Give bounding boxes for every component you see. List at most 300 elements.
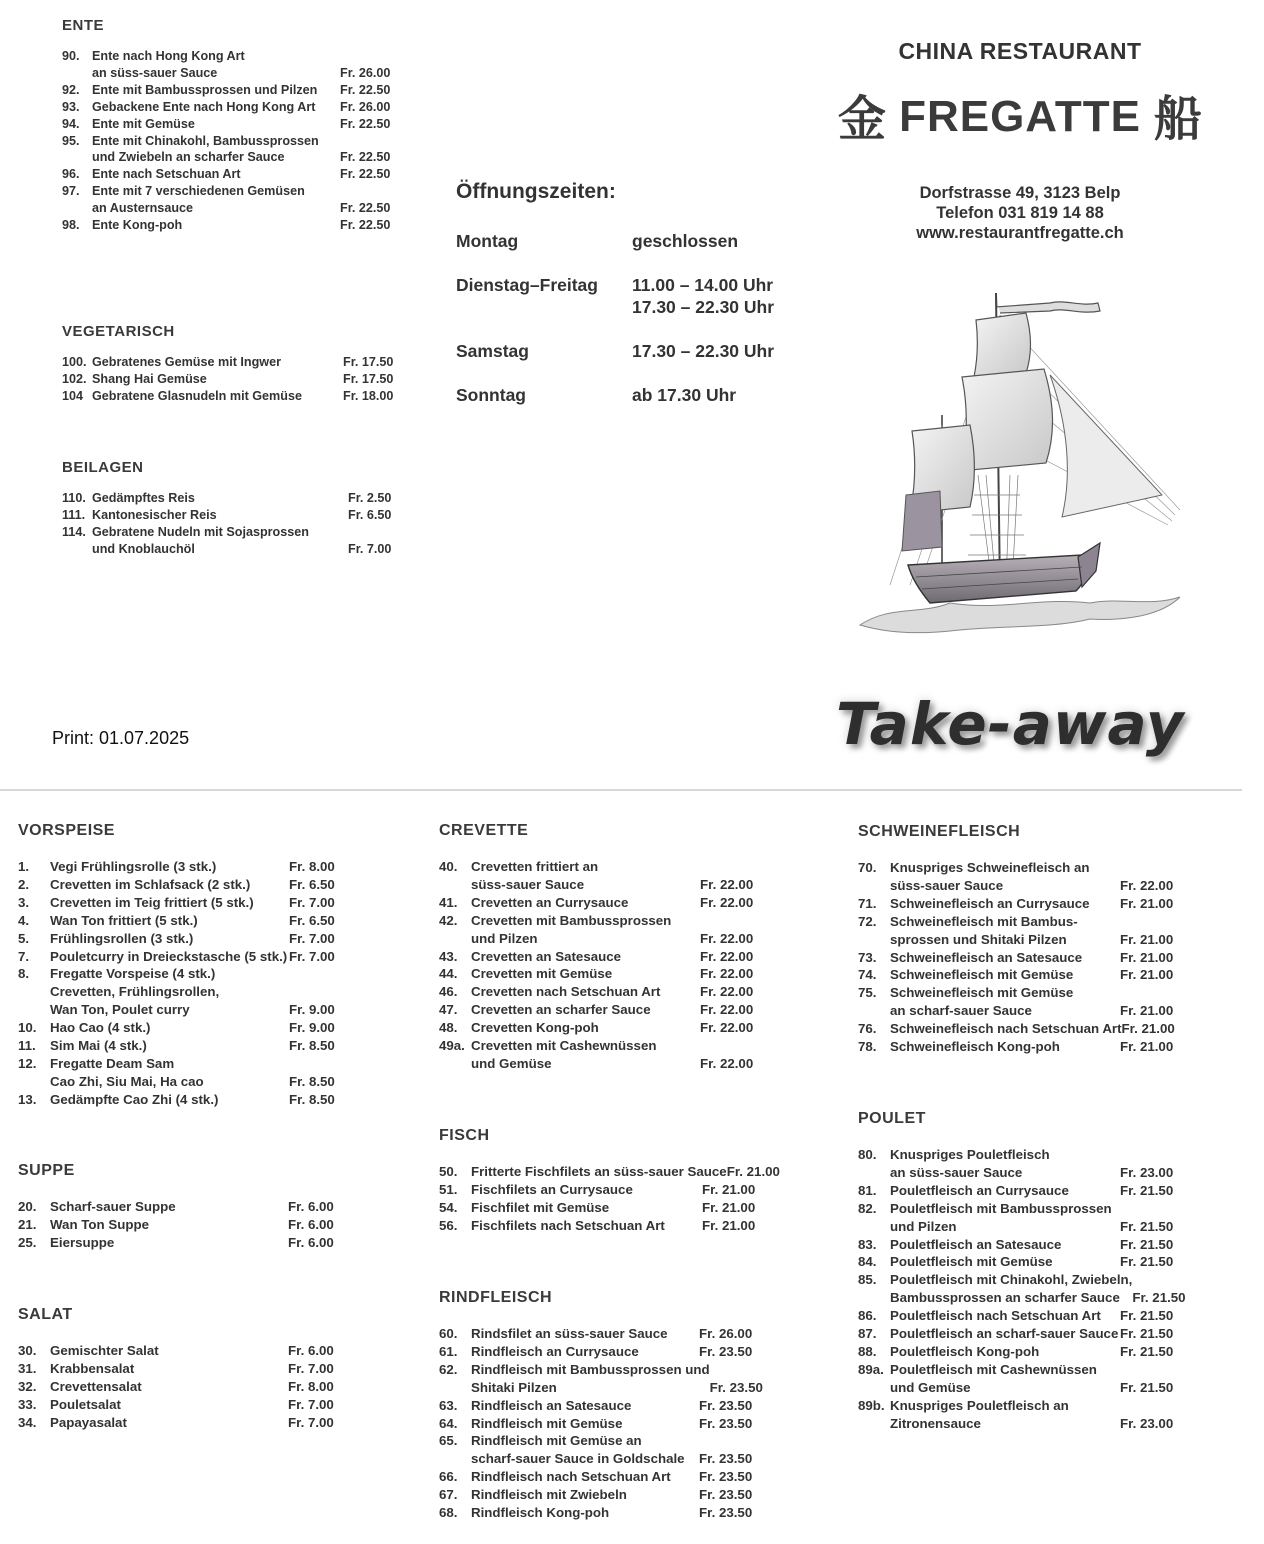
menu-item-number: 72. [858, 913, 877, 929]
menu-item-line: Ente nach Hong Kong Art [92, 49, 245, 63]
menu-item-price: Fr. 22.50 [340, 116, 391, 131]
opening-time: 17.30 – 22.30 Uhr [632, 341, 775, 361]
menu-item-description [890, 1038, 1120, 1056]
menu-item-description [471, 1415, 699, 1433]
menu-item-line: Pouletfleisch mit Cashewnüssen [890, 1361, 1097, 1377]
menu-item-description [890, 859, 1120, 895]
menu-item-price: Fr. 22.00 [700, 876, 754, 892]
menu-item-description [50, 1198, 288, 1216]
menu-item-line: und Knoblauchöl [92, 541, 195, 556]
menu-item-line: Ente nach Setschuan Art [92, 167, 241, 182]
menu-item [18, 912, 378, 930]
menu-item-price: Fr. 7.00 [288, 1414, 334, 1430]
menu-item-number: 5. [18, 930, 30, 946]
menu-item-price: Fr. 22.50 [340, 82, 391, 97]
menu-item-description [471, 1468, 699, 1486]
menu-item-line: Fritterte Fischfilets an süss-sauer Sauce [471, 1164, 727, 1179]
menu-item-number: 11. [18, 1038, 36, 1054]
menu-item-number: 12. [18, 1055, 37, 1071]
menu-item-number: 97. [62, 184, 80, 199]
menu-item-price: Fr. 22.00 [700, 1055, 754, 1071]
menu-item [439, 894, 799, 912]
menu-item-line: Schweinefleisch an Satesauce [890, 949, 1083, 965]
menu-item-number: 86. [858, 1308, 877, 1324]
opening-hours-title: Öffnungszeiten: [456, 180, 616, 203]
menu-item-line: Vegi Frühlingsrolle (3 stk.) [50, 859, 217, 874]
menu-item-price: Fr. 21.50 [1120, 1326, 1174, 1342]
menu-item-description [890, 1200, 1120, 1236]
section-poulet [858, 1110, 1228, 1433]
gold-character-icon [833, 91, 891, 143]
menu-item-price: Fr. 23.00 [1120, 1164, 1174, 1180]
ship-water [860, 597, 1180, 633]
menu-item-price: Fr. 22.00 [700, 1002, 754, 1018]
menu-item-line: Pouletfleisch an Satesauce [890, 1236, 1062, 1252]
menu-item-price: Fr. 22.50 [340, 201, 391, 216]
menu-item-line: Crevetten an Currysauce [471, 894, 629, 910]
menu-item-price: Fr. 23.50 [699, 1397, 753, 1413]
menu-item-number: 95. [62, 133, 80, 148]
menu-item [62, 371, 402, 388]
menu-item-line: Wan Ton frittiert (5 stk.) [50, 912, 198, 928]
menu-item-number: 84. [858, 1254, 877, 1270]
menu-item-price: Fr. 21.00 [1120, 967, 1174, 983]
opening-hours-row [456, 340, 836, 362]
menu-item [439, 1504, 799, 1522]
menu-item-number: 90. [62, 49, 80, 63]
menu-item [62, 183, 402, 217]
opening-times [632, 274, 774, 318]
menu-item-number: 7. [18, 948, 30, 964]
menu-item-price: Fr. 21.50 [1120, 1343, 1174, 1359]
menu-item-line: Gemischter Salat [50, 1343, 159, 1358]
menu-item-line: Hao Cao (4 stk.) [50, 1020, 151, 1036]
menu-item-price: Fr. 7.00 [289, 930, 335, 946]
menu-item-description [50, 965, 289, 1019]
menu-item [439, 948, 799, 966]
ship-sail-jib [1050, 375, 1162, 517]
menu-item [18, 858, 378, 876]
menu-item-line: Pouletfleisch an Currysauce [890, 1182, 1069, 1198]
menu-item [62, 116, 402, 133]
menu-item-number: 76. [858, 1021, 877, 1037]
menu-item-number: 83. [858, 1236, 877, 1252]
menu-item-price: Fr. 23.50 [699, 1343, 753, 1359]
restaurant-logo [830, 91, 1210, 143]
menu-item-number: 89a. [858, 1361, 884, 1377]
menu-item-number: 73. [858, 949, 877, 965]
menu-item-line: Gedämpftes Reis [92, 491, 195, 505]
section-beilagen [62, 459, 402, 558]
menu-item-line: Fischfilets nach Setschuan Art [471, 1217, 665, 1233]
ship-sail-top [974, 313, 1031, 377]
menu-item-line: Gebratene Glasnudeln mit Gemüse [92, 388, 302, 403]
item-list [62, 490, 402, 558]
menu-item-description [92, 371, 343, 388]
menu-item-price: Fr. 21.00 [1120, 1039, 1174, 1055]
menu-item-price: Fr. 23.50 [699, 1505, 753, 1521]
menu-item-description [92, 48, 340, 82]
item-list [858, 859, 1228, 1056]
menu-item-description [471, 894, 700, 912]
menu-item-line: Crevetten im Teig frittiert (5 stk.) [50, 894, 254, 910]
menu-item-price: Fr. 22.00 [700, 966, 754, 982]
menu-item-price: Fr. 7.00 [288, 1360, 334, 1376]
menu-item-price: Fr. 17.50 [343, 355, 394, 369]
menu-item-line: Gebratene Nudeln mit Sojasprossen [92, 524, 309, 539]
menu-item-description [50, 1360, 288, 1378]
menu-item-price: Fr. 22.00 [1120, 877, 1174, 893]
menu-item-description [50, 1216, 288, 1234]
item-list [18, 858, 378, 1109]
menu-item-number: 67. [439, 1487, 458, 1503]
menu-item-number: 2. [18, 876, 30, 892]
print-date: Print: 01.07.2025 [52, 728, 190, 748]
menu-item [18, 1019, 378, 1037]
menu-item [439, 1037, 799, 1073]
menu-item [858, 1146, 1228, 1182]
menu-item-price: Fr. 6.50 [348, 507, 392, 522]
menu-item-number: 46. [439, 984, 458, 1000]
menu-item-line: Fregatte Vorspeise (4 stk.) [50, 966, 216, 982]
ship-bow [1078, 543, 1100, 587]
menu-item-description [50, 1414, 288, 1432]
menu-item [858, 895, 1228, 913]
menu-item [18, 876, 378, 894]
menu-item-line: Crevettensalat [50, 1378, 142, 1394]
menu-item-line: Eiersuppe [50, 1234, 115, 1250]
menu-item-description [471, 1343, 699, 1361]
menu-item-price: Fr. 8.50 [289, 1038, 335, 1054]
menu-item-description [50, 876, 289, 894]
menu-item-number: 94. [62, 116, 80, 131]
menu-item-number: 65. [439, 1433, 458, 1449]
menu-item-line: an süss-sauer Sauce [92, 65, 218, 80]
menu-item [439, 1199, 799, 1217]
menu-item [18, 1396, 378, 1414]
section-title: VEGETARISCH [62, 323, 175, 340]
menu-item-price: Fr. 23.50 [699, 1415, 753, 1431]
menu-item-description [890, 895, 1120, 913]
menu-item-description [92, 166, 340, 183]
menu-item [858, 1236, 1228, 1254]
opening-hours-row [456, 384, 836, 406]
menu-item-description [92, 354, 343, 371]
menu-item [18, 1414, 378, 1432]
menu-item [858, 1271, 1228, 1307]
menu-item-description [92, 507, 348, 524]
menu-item-number: 25. [18, 1234, 37, 1250]
item-list [18, 1198, 378, 1252]
menu-item-number: 20. [18, 1199, 37, 1214]
menu-item [62, 217, 402, 234]
menu-item [62, 166, 402, 183]
menu-item-description [50, 858, 289, 876]
menu-item [18, 1055, 378, 1091]
menu-item-number: 60. [439, 1326, 458, 1341]
menu-item-line: an scharf-sauer Sauce [890, 1003, 1032, 1019]
menu-item-price: Fr. 21.00 [702, 1217, 756, 1233]
opening-day: Samstag [456, 341, 529, 361]
menu-item-line: Shitaki Pilzen [471, 1379, 557, 1395]
menu-item-description [890, 1182, 1120, 1200]
menu-item-price: Fr. 23.50 [699, 1451, 753, 1467]
menu-item-number: 63. [439, 1397, 458, 1413]
menu-item [18, 1091, 378, 1109]
menu-item [18, 1198, 378, 1216]
menu-item-line: Bambussprossen an scharfer Sauce [890, 1290, 1120, 1306]
phone: Telefon 031 819 14 88 [936, 204, 1104, 222]
menu-item [18, 1360, 378, 1378]
menu-item [858, 1182, 1228, 1200]
section-schweinefleisch [858, 823, 1228, 1056]
menu-item-number: 87. [858, 1326, 877, 1342]
menu-item-description [890, 1253, 1120, 1271]
menu-item [439, 1163, 799, 1181]
menu-item-description [471, 1432, 699, 1468]
menu-item-description [50, 1019, 289, 1037]
menu-item-number: 100. [62, 355, 87, 369]
menu-item-line: Pouletfleisch mit Bambussprossen [890, 1200, 1112, 1216]
item-list [439, 1325, 799, 1522]
menu-item-description [890, 1361, 1120, 1397]
menu-item-description [471, 1397, 699, 1415]
menu-item [439, 1432, 799, 1468]
menu-item-line: und Zwiebeln an scharfer Sauce [92, 150, 285, 165]
menu-item-line: Knuspriges Pouletfleisch [890, 1147, 1050, 1162]
menu-item [439, 983, 799, 1001]
menu-item-description [471, 965, 700, 983]
menu-item-number: 78. [858, 1039, 877, 1055]
menu-item-number: 85. [858, 1272, 877, 1288]
ship-sail-mizzen [902, 491, 942, 551]
menu-item [18, 948, 378, 966]
menu-item [439, 912, 799, 948]
menu-item-number: 93. [62, 99, 80, 114]
menu-item-description [92, 524, 348, 558]
menu-item-line: Pouletfleisch mit Chinakohl, Zwiebeln, [890, 1272, 1133, 1288]
menu-item-description [471, 1019, 700, 1037]
menu-item-line: Pouletfleisch an scharf-sauer Sauce [890, 1326, 1119, 1342]
menu-item-price: Fr. 23.00 [1120, 1415, 1174, 1431]
menu-item [62, 490, 402, 507]
menu-item-line: Ente mit Chinakohl, Bambussprossen [92, 133, 319, 148]
opening-times [632, 384, 736, 406]
opening-hours-rows [456, 230, 836, 406]
menu-item-number: 68. [439, 1505, 458, 1521]
menu-item-line: Rindfleisch an Currysauce [471, 1343, 639, 1359]
menu-item-line: Gebratenes Gemüse mit Ingwer [92, 355, 281, 369]
page-fold-divider [0, 789, 1242, 791]
menu-item [18, 930, 378, 948]
menu-item-number: 21. [18, 1216, 37, 1232]
menu-item-number: 66. [439, 1469, 458, 1485]
menu-item-price: Fr. 9.00 [289, 1020, 335, 1036]
menu-item-number: 4. [18, 912, 30, 928]
menu-item-price: Fr. 21.00 [726, 1164, 780, 1179]
website-link[interactable]: www.restaurantfregatte.ch [916, 224, 1124, 242]
opening-times [632, 230, 738, 252]
menu-item-price: Fr. 23.50 [699, 1469, 753, 1485]
menu-item-line: Schweinefleisch an Currysauce [890, 895, 1090, 911]
opening-hours-row [456, 274, 836, 318]
menu-item-line: süss-sauer Sauce [890, 877, 1004, 893]
menu-item-price: Fr. 7.00 [348, 541, 392, 556]
menu-item [858, 1343, 1228, 1361]
menu-item-description [92, 183, 340, 217]
menu-item-price: Fr. 6.00 [288, 1216, 334, 1232]
menu-item-price: Fr. 21.50 [1120, 1182, 1174, 1198]
opening-hours-row [456, 230, 836, 252]
menu-item-line: Rindfleisch mit Bambussprossen und [471, 1361, 710, 1377]
section-title: FISCH [439, 1127, 490, 1144]
menu-item [858, 1361, 1228, 1397]
menu-item [62, 388, 402, 405]
menu-item-line: Ente Kong-poh [92, 218, 183, 233]
menu-item-description [92, 490, 348, 507]
menu-item [439, 1019, 799, 1037]
opening-day: Dienstag–Freitag [456, 275, 598, 295]
menu-item-number: 88. [858, 1343, 877, 1359]
menu-item [62, 524, 402, 558]
menu-item-description [50, 930, 289, 948]
menu-item-line: Fischfilet mit Gemüse [471, 1199, 610, 1215]
section-suppe [18, 1162, 378, 1252]
menu-item-price: Fr. 21.00 [1121, 1021, 1175, 1037]
menu-item-number: 49a. [439, 1038, 465, 1054]
menu-item-line: Kantonesischer Reis [92, 507, 217, 522]
menu-item-price: Fr. 26.00 [340, 65, 391, 80]
menu-item-price: Fr. 8.00 [289, 859, 335, 874]
menu-item-line: an Austernsauce [92, 201, 194, 216]
menu-item-number: 82. [858, 1200, 877, 1216]
section-fisch [439, 1127, 799, 1235]
menu-item [858, 949, 1228, 967]
menu-item-line: Wan Ton Suppe [50, 1216, 149, 1232]
menu-item-line: Pouletfleisch nach Setschuan Art [890, 1308, 1101, 1324]
menu-item-description [471, 1486, 699, 1504]
menu-item-number: 41. [439, 894, 458, 910]
menu-item-number: 1. [18, 859, 30, 874]
menu-item-price: Fr. 22.50 [340, 218, 391, 233]
menu-item-description [92, 133, 340, 167]
menu-item-description [890, 913, 1120, 949]
menu-item-number: 44. [439, 966, 458, 982]
menu-item-line: Schweinefleisch mit Gemüse [890, 967, 1074, 983]
menu-item-line: Rindfleisch nach Setschuan Art [471, 1469, 671, 1485]
menu-item-number: 34. [18, 1414, 37, 1430]
menu-item-number: 31. [18, 1360, 37, 1376]
takeaway-text: Take-away [836, 690, 1185, 758]
menu-item-number: 10. [18, 1020, 37, 1036]
menu-item-number: 54. [439, 1199, 458, 1215]
menu-item [858, 1325, 1228, 1343]
section-title: BEILAGEN [62, 459, 144, 476]
menu-item-line: Wan Ton, Poulet curry [50, 1002, 190, 1018]
menu-item-line: Crevetten nach Setschuan Art [471, 984, 661, 1000]
item-list [62, 48, 402, 234]
menu-item-description [50, 1037, 289, 1055]
menu-item-line: Sim Mai (4 stk.) [50, 1038, 147, 1054]
menu-item [439, 1181, 799, 1199]
menu-item-number: 98. [62, 218, 80, 233]
menu-item [62, 354, 402, 371]
restaurant-brand [830, 38, 1210, 243]
menu-item [858, 913, 1228, 949]
ship-character-glyph: 船 [1153, 91, 1202, 143]
menu-item [439, 1415, 799, 1433]
menu-item-line: und Pilzen [471, 930, 538, 946]
menu-item-line: sprossen und Shitaki Pilzen [890, 931, 1067, 947]
menu-item-number: 111. [62, 507, 86, 522]
menu-item-description [890, 1271, 1132, 1307]
opening-time: ab 17.30 Uhr [632, 385, 737, 405]
opening-hours [456, 180, 836, 428]
menu-item-description [890, 966, 1120, 984]
menu-item-number: 89b. [858, 1397, 885, 1413]
menu-item-price: Fr. 8.50 [289, 1073, 335, 1089]
menu-item-number: 13. [18, 1091, 37, 1107]
menu-item-number: 42. [439, 912, 458, 928]
menu-item [18, 1037, 378, 1055]
menu-item-price: Fr. 17.50 [343, 371, 394, 386]
ship-flag [996, 293, 1100, 313]
menu-item-line: Schweinefleisch mit Bambus- [890, 913, 1078, 929]
menu-item [18, 1342, 378, 1360]
menu-item-line: Schweinefleisch Kong-poh [890, 1039, 1060, 1055]
menu-item-line: Rindfleisch mit Gemüse [471, 1415, 623, 1431]
section-crevette [439, 822, 799, 1073]
menu-item [18, 1216, 378, 1234]
menu-item-price: Fr. 22.50 [340, 150, 391, 165]
menu-item-price: Fr. 21.00 [1120, 895, 1174, 911]
menu-item [439, 1397, 799, 1415]
section-title: RINDFLEISCH [439, 1289, 553, 1306]
menu-item-line: Crevetten Kong-poh [471, 1020, 599, 1036]
menu-item-number: 92. [62, 82, 80, 97]
menu-item-price: Fr. 6.00 [288, 1199, 334, 1214]
menu-item-description [50, 912, 289, 930]
menu-item [439, 858, 799, 894]
item-list [62, 354, 402, 405]
menu-item-number: 74. [858, 967, 877, 983]
opening-day: Montag [456, 231, 519, 251]
menu-item-line: Crevetten frittiert an [471, 859, 599, 874]
menu-item [439, 965, 799, 983]
menu-item-number: 30. [18, 1343, 37, 1358]
section-vorspeise [18, 822, 378, 1109]
menu-item-line: Schweinefleisch mit Gemüse [890, 985, 1074, 1001]
menu-item [439, 1343, 799, 1361]
menu-item-line: Fregatte Deam Sam [50, 1055, 175, 1071]
menu-item-description [50, 1378, 288, 1396]
menu-item-line: Ente mit Gemüse [92, 116, 195, 131]
menu-item [439, 1001, 799, 1019]
menu-item-description [890, 1343, 1120, 1361]
section-title: VORSPEISE [18, 822, 115, 839]
ship-character-icon [1149, 91, 1207, 143]
opening-time: 11.00 – 14.00 Uhr [632, 275, 774, 295]
menu-item-price: Fr. 22.00 [700, 894, 754, 910]
menu-item-price: Fr. 8.00 [288, 1378, 334, 1394]
menu-item-description [890, 1146, 1120, 1182]
menu-item [858, 1020, 1228, 1038]
menu-item-description [890, 1020, 1122, 1038]
section-title: POULET [858, 1110, 926, 1127]
menu-item-number: 47. [439, 1002, 458, 1018]
gold-character-glyph: 金 [838, 91, 887, 143]
menu-item-description [471, 948, 700, 966]
